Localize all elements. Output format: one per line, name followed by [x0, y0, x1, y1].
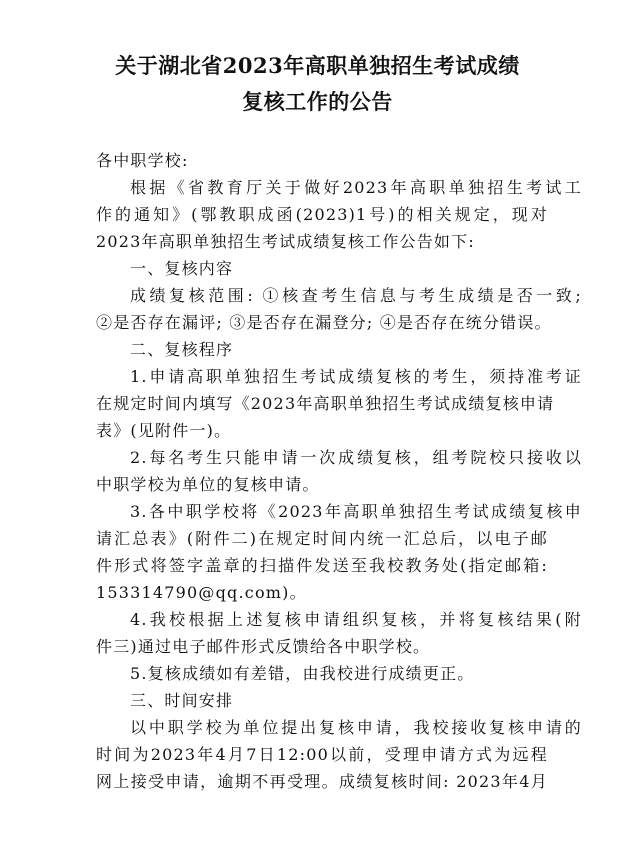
paragraph-line: 中职学校为单位的复核申请。	[96, 475, 320, 494]
paragraph-line: 3.各中职学校将《2023年高职单独招生考试成绩复核申	[130, 502, 582, 521]
paragraph-line: 请汇总表》(附件二)在规定时间内统一汇总后，以电子邮	[96, 529, 548, 548]
email-line: 153314790@qq.com)。	[96, 583, 307, 602]
paragraph-line: 件三)通过电子邮件形式反馈给各中职学校。	[96, 637, 431, 656]
paragraph-line: 1.申请高职单独招生考试成绩复核的考生，须持准考证	[130, 367, 582, 386]
paragraph-line: 件形式将签字盖章的扫描件发送至我校教务处(指定邮箱:	[96, 556, 548, 575]
section-heading: 一、复核内容	[130, 259, 234, 278]
paragraph-line: 作的通知》(鄂教职成函(2023)1号)的相关规定，现对	[96, 205, 548, 224]
paragraph-line: 以中职学校为单位提出复核申请，我校接收复核申请的	[130, 718, 582, 737]
paragraph-line: 成绩复核范围: ①核查考生信息与考生成绩是否一致;	[130, 286, 582, 305]
paragraph-line: 4.我校根据上述复核申请组织复核，并将复核结果(附	[130, 610, 582, 629]
paragraph-line: 网上接受申请，逾期不再受理。成绩复核时间: 2023年4月	[96, 772, 548, 791]
paragraph-line: 表》(见附件一)。	[96, 421, 232, 440]
paragraph-line: 5.复核成绩如有差错，由我校进行成绩更正。	[130, 664, 475, 683]
salutation: 各中职学校:	[96, 151, 189, 170]
section-heading: 三、时间安排	[130, 691, 234, 710]
section-heading: 二、复核程序	[130, 340, 234, 359]
paragraph-line: 在规定时间内填写《2023年高职单独招生考试成绩复核申请	[96, 394, 555, 413]
paragraph-line: 时间为2023年4月7日12:00以前，受理申请方式为远程	[96, 745, 548, 764]
paragraph-line: ②是否存在漏评; ③是否存在漏登分; ④是否存在统分错误。	[96, 313, 552, 332]
paragraph-line: 2023年高职单独招生考试成绩复核工作公告如下:	[96, 232, 475, 251]
document-title-line-2: 复核工作的公告	[242, 89, 393, 114]
paragraph-line: 根据《省教育厅关于做好2023年高职单独招生考试工	[130, 178, 582, 197]
paragraph-line: 2.每名考生只能申请一次成绩复核，组考院校只接收以	[130, 448, 582, 467]
document-title-line-1: 关于湖北省2023年高职单独招生考试成绩	[115, 53, 520, 78]
